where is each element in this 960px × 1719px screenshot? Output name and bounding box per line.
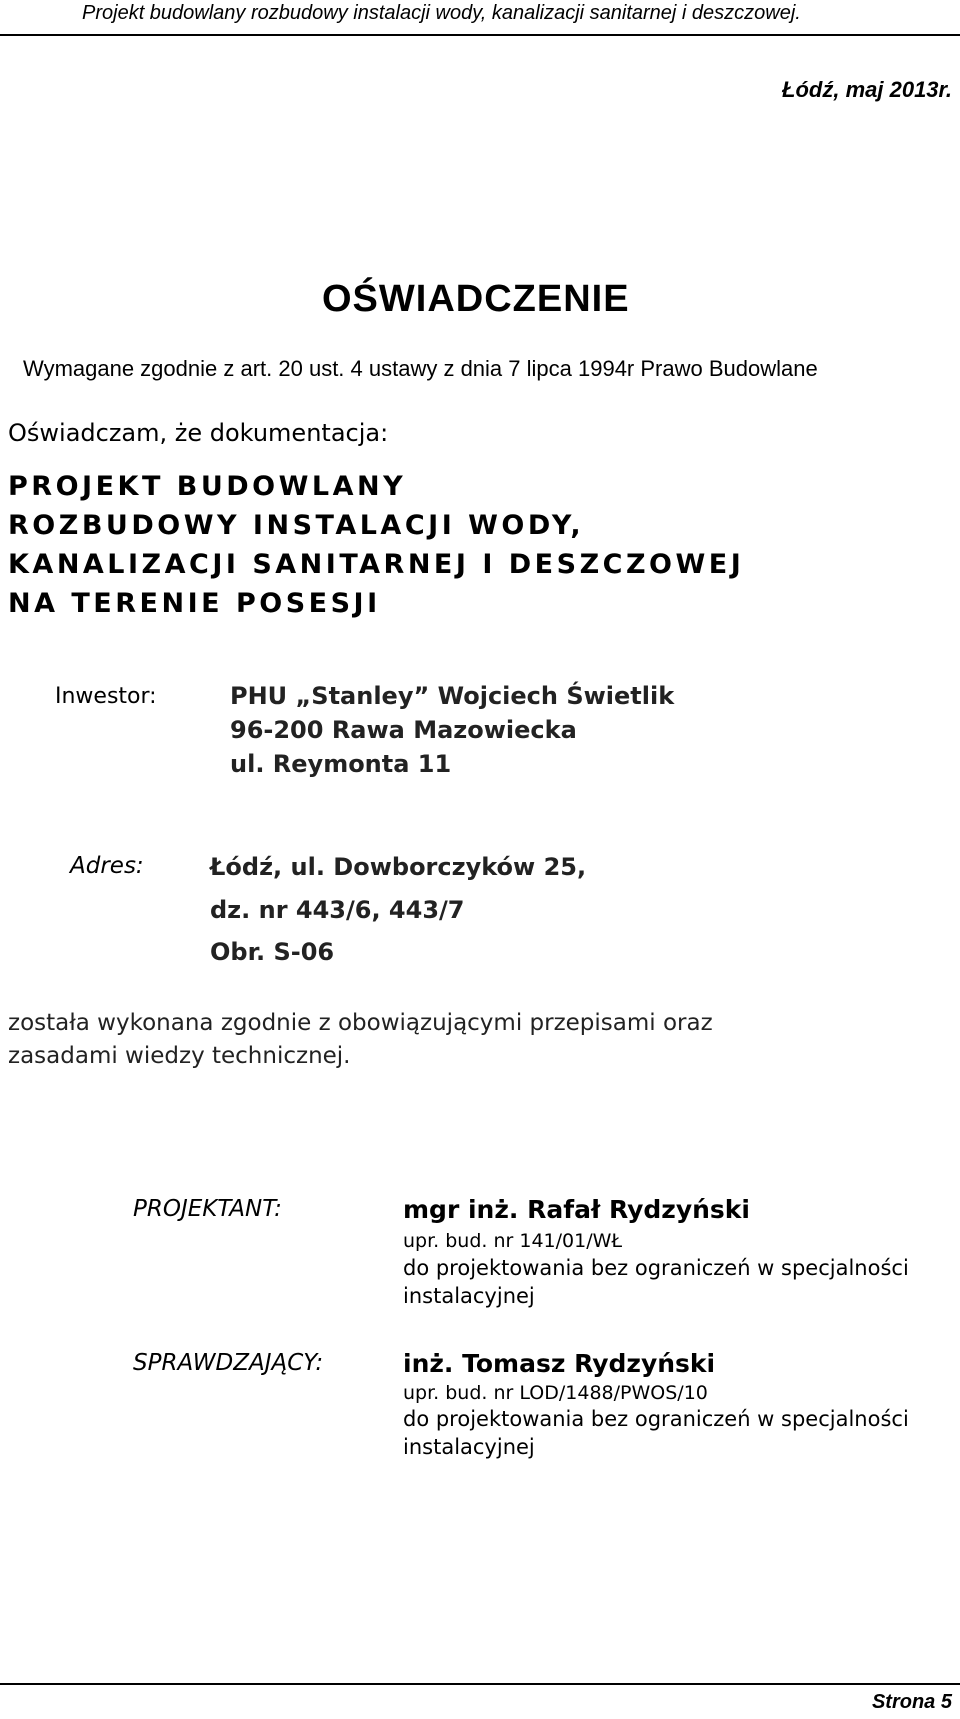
- footer-divider: [0, 1683, 960, 1685]
- running-header-title: Projekt budowlany rozbudowy instalacji wody, kanalizacji sanitarnej i deszczowej.: [82, 2, 801, 24]
- project-name-line: NA TERENIE POSESJI: [8, 588, 381, 619]
- designer-scope: do projektowania bez ograniczeń w specjalności: [403, 1256, 909, 1280]
- address-plot: dz. nr 443/6, 443/7: [210, 896, 465, 924]
- designer-scope: instalacyjnej: [403, 1284, 535, 1308]
- investor-label: Inwestor:: [55, 684, 157, 709]
- designer-role-label: PROJEKTANT:: [133, 1196, 282, 1222]
- page-number: Strona 5: [871, 1691, 952, 1713]
- address-label: Adres:: [70, 853, 144, 879]
- place-and-date: Łódź, maj 2013r.: [782, 77, 952, 102]
- header-divider: [0, 34, 960, 36]
- project-name-line: ROZBUDOWY INSTALACJI WODY,: [8, 510, 585, 541]
- declaration-intro: Oświadczam, że dokumentacja:: [8, 419, 389, 447]
- investor-street: ul. Reymonta 11: [230, 750, 452, 778]
- checker-license: upr. bud. nr LOD/1488/PWOS/10: [403, 1382, 708, 1404]
- conclusion-line: zasadami wiedzy technicznej.: [8, 1043, 351, 1069]
- document-title: OŚWIADCZENIE: [322, 278, 630, 320]
- checker-scope: do projektowania bez ograniczeń w specjalności: [403, 1407, 909, 1431]
- designer-license: upr. bud. nr 141/01/WŁ: [403, 1230, 623, 1252]
- project-name-line: KANALIZACJI SANITARNEJ I DESZCZOWEJ: [8, 549, 745, 580]
- designer-name: mgr inż. Rafał Rydzyński: [403, 1195, 750, 1224]
- project-name-line: PROJEKT BUDOWLANY: [8, 471, 407, 502]
- legal-basis: Wymagane zgodnie z art. 20 ust. 4 ustawy z dnia 7 lipca 1994r Prawo Budowlane: [23, 356, 818, 381]
- checker-name: inż. Tomasz Rydzyński: [403, 1349, 716, 1378]
- checker-role-label: SPRAWDZAJĄCY:: [133, 1350, 324, 1376]
- address-street: Łódź, ul. Dowborczyków 25,: [210, 853, 587, 881]
- checker-scope: instalacyjnej: [403, 1435, 535, 1459]
- investor-postal: 96-200 Rawa Mazowiecka: [230, 716, 577, 744]
- conclusion-line: została wykonana zgodnie z obowiązującymi przepisami oraz: [8, 1010, 713, 1036]
- address-precinct: Obr. S-06: [210, 938, 335, 966]
- investor-name: PHU „Stanley” Wojciech Świetlik: [230, 682, 675, 710]
